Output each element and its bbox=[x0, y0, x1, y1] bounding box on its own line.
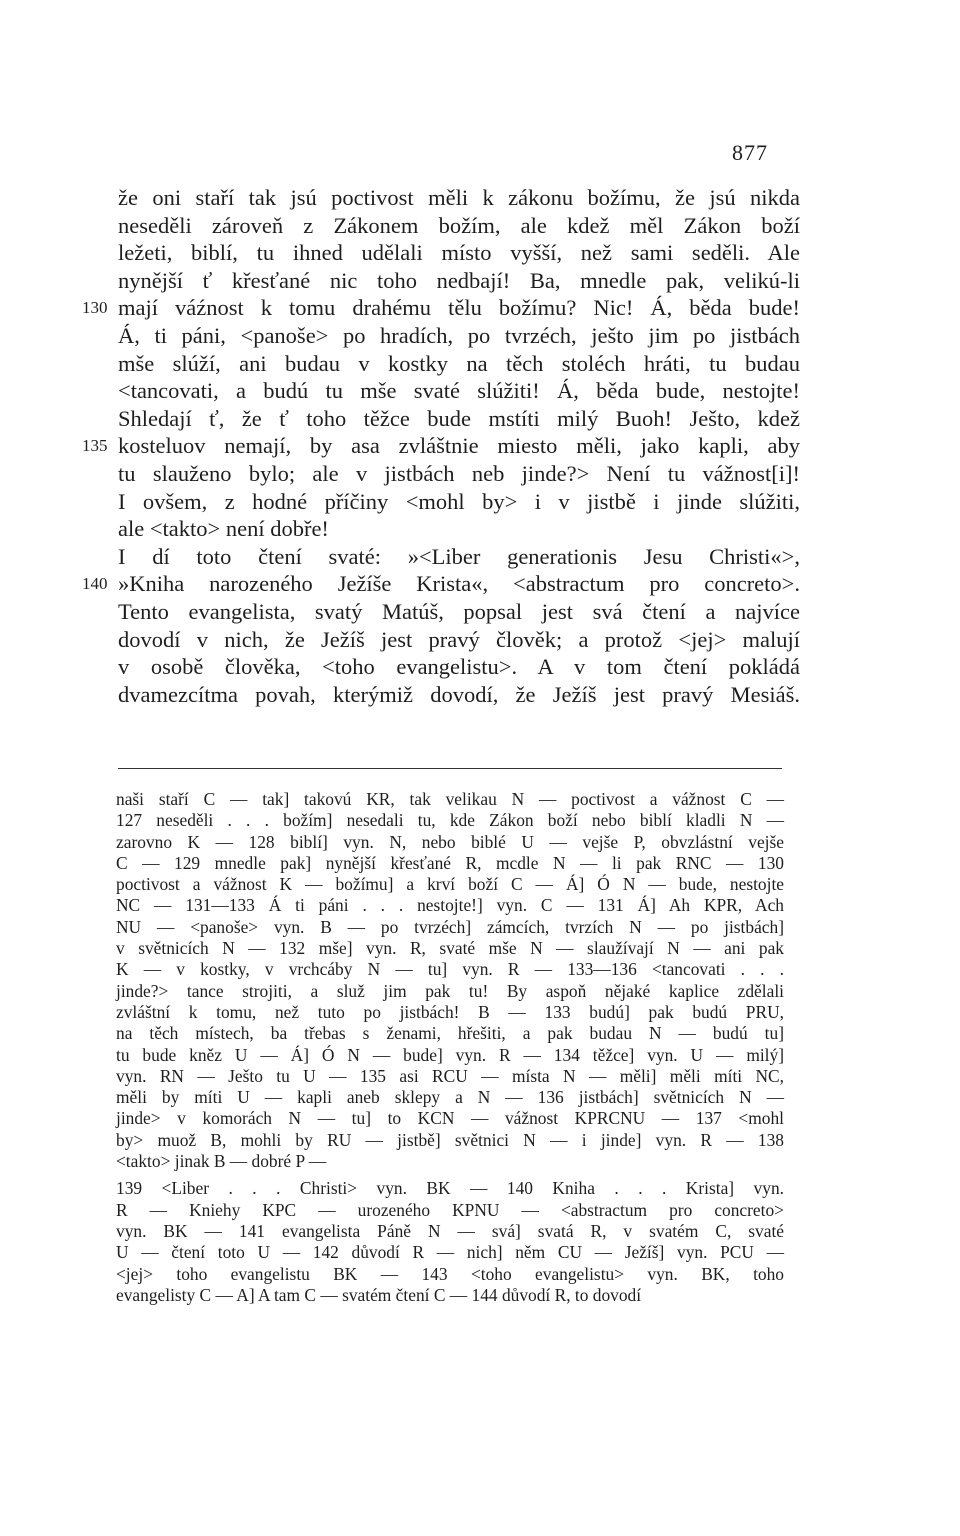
apparatus-line: by> muož B, mohli by RU — jistbě] světnici N — i jinde] vyn. R — 138 bbox=[116, 1129, 784, 1150]
main-text-line bbox=[118, 212, 800, 240]
line-number: 135 bbox=[82, 436, 108, 456]
main-line-text: dvamezcítma povah, kterýmiž dovodí, že Ježíš jest pravý Mesiáš. bbox=[118, 681, 800, 707]
apparatus-line: evangelisty C — A] A tam C — svatém čtení C — 144 důvodí R, to dovodí bbox=[116, 1284, 642, 1305]
main-line-text: Á, ti páni, <panoše> po hradích, po tvrzéch, ješto jim po jistbách bbox=[118, 322, 800, 348]
main-text-line bbox=[118, 681, 800, 709]
main-line-text: ležeti, biblí, tu ihned udělali místo vyšší, než sami seděli. Ale bbox=[118, 240, 800, 266]
main-line-text: neseděli zároveň z Zákonem božím, ale kdež měl Zákon boží bbox=[118, 212, 800, 238]
apparatus-line: jinde?> tance strojiti, a služ jim pak tu! By aspoň nějaké kaplice zdělali bbox=[116, 980, 784, 1001]
main-line-text: I dí toto čtení svaté: »<Liber generationis Jesu Christi«>, bbox=[118, 543, 800, 569]
apparatus-line: vyn. BK — 141 evangelista Páně N — svá] svatá R, v svatém C, svaté bbox=[116, 1220, 784, 1241]
apparatus-line: 127 neseděli . . . božím] nesedali tu, kde Zákon boží nebo biblí kladli N — bbox=[116, 810, 784, 831]
main-line-text: tu slauženo bylo; ale v jistbách neb jinde?> Není tu vážnost[i]! bbox=[118, 460, 800, 486]
main-text-line bbox=[82, 432, 800, 460]
main-text-line bbox=[118, 543, 800, 571]
main-line-text: nynější ť křesťané nic toho nedbají! Ba, mnedle pak, velikú-li bbox=[118, 267, 800, 293]
main-text-line bbox=[118, 377, 800, 405]
main-line-text: Tento evangelista, svatý Matúš, popsal jest svá čtení a najvíce bbox=[118, 598, 800, 624]
apparatus-line: jinde> v komorách N — tu] to KCN — vážnost KPRCNU — 137 <mohl bbox=[116, 1108, 784, 1129]
main-line-text: že oni staří tak jsú poctivost měli k zákonu božímu, že jsú nikda bbox=[118, 185, 800, 210]
apparatus-line: měli by míti U — kapli aneb sklepy a N — 136 jistbách] světnicích N — bbox=[116, 1087, 784, 1108]
apparatus-line: 139 <Liber . . . Christi> vyn. BK — 140 Kniha . . . Krista] vyn. bbox=[116, 1178, 784, 1199]
line-number: 130 bbox=[82, 298, 108, 318]
main-line-text: <tancovati, a budú tu mše svaté slúžiti! Á, běda bude, nestojte! bbox=[118, 378, 800, 404]
main-text-line bbox=[118, 488, 800, 516]
main-line-text: dovodí v nich, že Ježíš jest pravý člověk; a protož <jej> malují bbox=[118, 626, 800, 652]
main-text-line bbox=[82, 570, 800, 598]
apparatus-line: NU — <panoše> vyn. B — po tvrzéch] zámcích, tvrzích N — po jistbách] bbox=[116, 916, 784, 937]
apparatus-line: U — čtení toto U — 142 důvodí R — nich] něm CU — Ježíš] vyn. PCU — bbox=[116, 1242, 784, 1263]
main-text-line bbox=[118, 626, 800, 654]
apparatus-line: poctivost a vážnost K — božímu] a krví boží C — Á] Ó N — bude, nestojte bbox=[116, 874, 784, 895]
apparatus-line: tu bude kněz U — Á] Ó N — bude] vyn. R — 134 těžce] vyn. U — milý] bbox=[116, 1044, 784, 1065]
main-line-text: kosteluov nemají, by asa zvláštnie miesto měli, jako kapli, aby bbox=[118, 433, 800, 459]
apparatus-line: vyn. RN — Ješto tu U — 135 asi RCU — místa N — měli] měli míti NC, bbox=[116, 1065, 784, 1086]
main-text-line bbox=[118, 322, 800, 350]
main-line-text: I ovšem, z hodné příčiny <mohl by> i v jistbě i jinde slúžiti, bbox=[118, 488, 800, 514]
apparatus-line: v světnicích N — 132 mše] vyn. R, svaté mše N — slaužívají N — ani pak bbox=[116, 938, 784, 959]
main-text-line bbox=[118, 460, 800, 488]
main-line-text: mše slúží, ani budau v kostky na těch stoléch hráti, tu budau bbox=[118, 350, 800, 376]
main-text-line bbox=[118, 515, 800, 543]
main-text-line bbox=[118, 350, 800, 378]
page-number: 877 bbox=[732, 140, 768, 165]
main-text-line bbox=[118, 598, 800, 626]
main-line-text: ale <takto> není dobře! bbox=[118, 516, 329, 542]
apparatus-line: <jej> toho evangelistu BK — 143 <toho evangelistu> vyn. BK, toho bbox=[116, 1263, 784, 1284]
main-line-text: v osobě člověka, <toho evangelistu>. A v tom čtení pokládá bbox=[118, 654, 800, 680]
main-text-line bbox=[118, 267, 800, 295]
main-line-text: mají váźnost k tomu drahému tělu božímu? Nic! Á, běda bude! bbox=[118, 295, 800, 321]
critical-apparatus bbox=[116, 789, 784, 1306]
main-text-line bbox=[118, 653, 800, 681]
main-text-line bbox=[82, 294, 800, 322]
apparatus-line: naši staří C — tak] takovú KR, tak velikau N — poctivost a vážnost C — bbox=[116, 789, 784, 809]
apparatus-line: zvláštní k tomu, než tuto po jistbách! B — 133 budú] pak budú PRU, bbox=[116, 1001, 784, 1022]
apparatus-line: C — 129 mnedle pak] nynější křesťané R, mcdle N — li pak RNC — 130 bbox=[116, 852, 784, 873]
main-text-line bbox=[118, 239, 800, 267]
apparatus-line: zarovno K — 128 biblí] vyn. N, nebo biblé U — vejše P, obvzlástní vejše bbox=[116, 831, 784, 852]
main-line-text: »Kniha narozeného Ježíše Krista«, <abstractum pro concreto>. bbox=[118, 571, 800, 597]
apparatus-line: <takto> jinak B — dobré P — bbox=[116, 1151, 327, 1172]
footnote-divider bbox=[118, 768, 782, 769]
main-text-line bbox=[118, 184, 800, 212]
main-text bbox=[82, 184, 800, 708]
line-number: 140 bbox=[82, 574, 108, 594]
apparatus-line: R — Kniehy KPC — urozeného KPNU — <abstractum pro concreto> bbox=[116, 1199, 784, 1220]
apparatus-line: na těch místech, ba třebas s ženami, hřešiti, a pak budau N — budú tu] bbox=[116, 1023, 784, 1044]
apparatus-line: NC — 131—133 Á ti páni . . . nestojte!] vyn. C — 131 Á] Ah KPR, Ach bbox=[116, 895, 784, 916]
apparatus-line: K — v kostky, v vrchcáby N — tu] vyn. R — 133—136 <tancovati . . . bbox=[116, 959, 784, 980]
main-line-text: Shledají ť, že ť toho těžce bude mstíti milý Buoh! Ješto, kdež bbox=[118, 405, 800, 431]
main-text-line bbox=[118, 405, 800, 433]
